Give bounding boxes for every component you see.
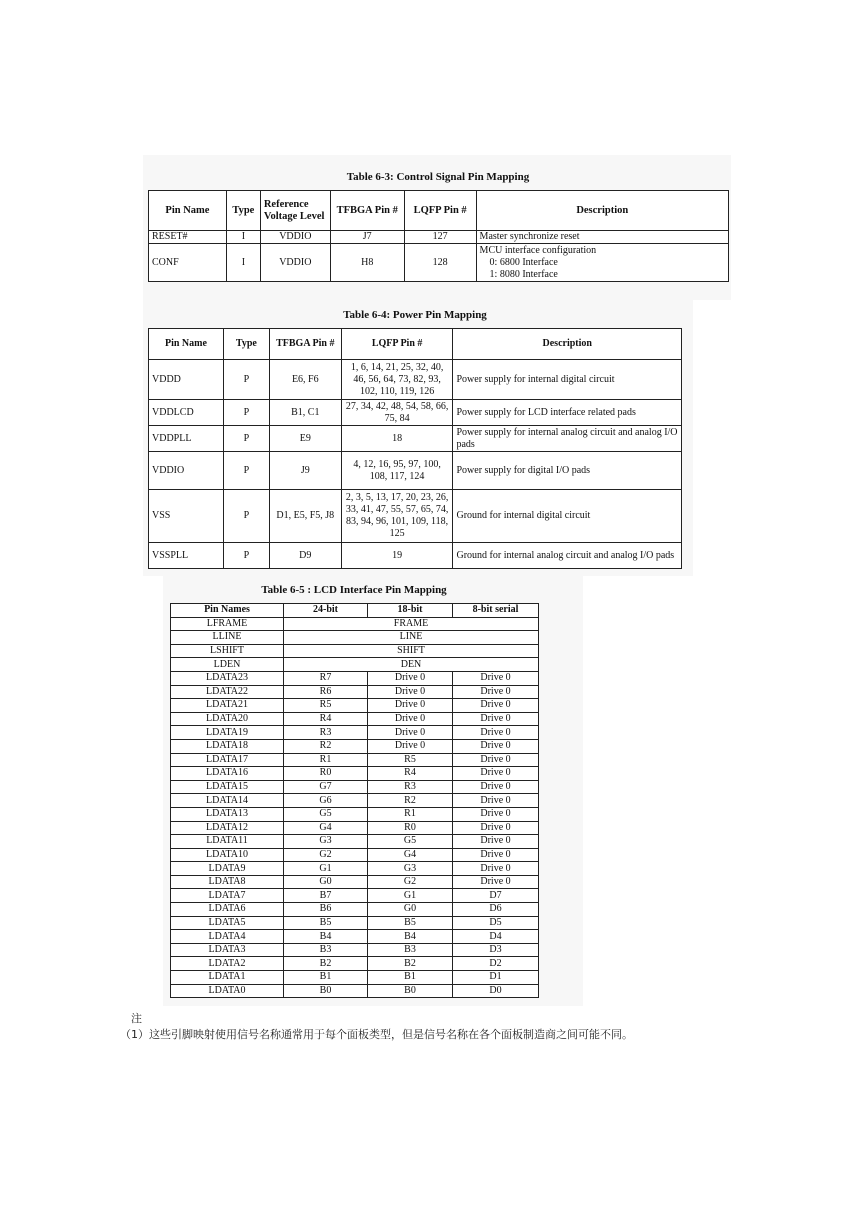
t5-header-8bit-serial: 8-bit serial bbox=[453, 604, 539, 618]
t4-cell: Ground for internal digital circuit bbox=[453, 490, 682, 543]
t5-18bit: B2 bbox=[368, 957, 453, 971]
t5-pin-name: LDATA4 bbox=[171, 930, 284, 944]
t4-cell: E6, F6 bbox=[269, 360, 341, 400]
t4-cell: 1, 6, 14, 21, 25, 32, 40, 46, 56, 64, 73, 82, 93, 102, 110, 119, 126 bbox=[341, 360, 453, 400]
t5-24bit: G0 bbox=[284, 875, 368, 889]
table-row bbox=[149, 426, 682, 452]
t5-8bit-serial: Drive 0 bbox=[453, 835, 539, 849]
t4-cell: D1, E5, F5, J8 bbox=[269, 490, 341, 543]
table5-caption: Table 6-5 : LCD Interface Pin Mapping bbox=[261, 584, 447, 596]
t5-pin-name: LDATA17 bbox=[171, 753, 284, 767]
t5-8bit-serial: Drive 0 bbox=[453, 780, 539, 794]
t4-cell: P bbox=[223, 490, 269, 543]
t5-24bit: R5 bbox=[284, 699, 368, 713]
t4-cell: VDDD bbox=[149, 360, 224, 400]
t5-8bit-serial: Drive 0 bbox=[453, 821, 539, 835]
t4-cell: Power supply for internal digital circuit bbox=[453, 360, 682, 400]
t4-cell: 2, 3, 5, 13, 17, 20, 23, 26, 33, 41, 47, 55, 57, 65, 74, 83, 94, 96, 101, 109, 118, 125 bbox=[341, 490, 453, 543]
t5-24bit: R6 bbox=[284, 685, 368, 699]
t5-24bit: R7 bbox=[284, 671, 368, 685]
table-row bbox=[171, 658, 539, 672]
t3-cell: VDDIO bbox=[260, 244, 330, 282]
t5-18bit: G0 bbox=[368, 903, 453, 917]
t5-pin-name: LSHIFT bbox=[171, 644, 284, 658]
t5-24bit: G4 bbox=[284, 821, 368, 835]
t4-cell: J9 bbox=[269, 452, 341, 490]
table-row bbox=[171, 916, 539, 930]
t3-header-type: Type bbox=[226, 191, 260, 231]
t5-8bit-serial: Drive 0 bbox=[453, 807, 539, 821]
t4-cell: VSSPLL bbox=[149, 543, 224, 569]
t3-header-description: Description bbox=[476, 191, 728, 231]
t5-8bit-serial: D1 bbox=[453, 971, 539, 985]
t3-header-tfbga: TFBGA Pin # bbox=[330, 191, 404, 231]
t5-span-rows bbox=[171, 617, 539, 671]
table-row bbox=[171, 889, 539, 903]
t3-header-pin-name: Pin Name bbox=[149, 191, 227, 231]
t5-18bit: Drive 0 bbox=[368, 671, 453, 685]
t4-cell: VDDIO bbox=[149, 452, 224, 490]
t5-18bit: B3 bbox=[368, 943, 453, 957]
t5-24bit: G6 bbox=[284, 794, 368, 808]
t5-8bit-serial: Drive 0 bbox=[453, 848, 539, 862]
table-row bbox=[171, 699, 539, 713]
t4-cell: Ground for internal analog circuit and analog I/O pads bbox=[453, 543, 682, 569]
t4-cell: Power supply for LCD interface related pads bbox=[453, 400, 682, 426]
t5-pin-name: LDATA11 bbox=[171, 835, 284, 849]
note-title: 注 bbox=[131, 1012, 142, 1025]
t5-pin-name: LDATA1 bbox=[171, 971, 284, 985]
table-row bbox=[149, 543, 682, 569]
t4-cell: Power supply for internal analog circuit and analog I/O pads bbox=[453, 426, 682, 452]
t5-pin-name: LDATA22 bbox=[171, 685, 284, 699]
table-row bbox=[171, 712, 539, 726]
table-row bbox=[171, 821, 539, 835]
t4-cell: P bbox=[223, 452, 269, 490]
t5-24bit: B1 bbox=[284, 971, 368, 985]
t5-24bit: G5 bbox=[284, 807, 368, 821]
t4-cell: E9 bbox=[269, 426, 341, 452]
table-row bbox=[171, 807, 539, 821]
t5-8bit-serial: D7 bbox=[453, 889, 539, 903]
t5-pin-name: LDATA16 bbox=[171, 767, 284, 781]
t5-18bit: Drive 0 bbox=[368, 699, 453, 713]
t5-data-rows bbox=[171, 671, 539, 997]
t3-cell: VDDIO bbox=[260, 231, 330, 244]
t5-8bit-serial: Drive 0 bbox=[453, 767, 539, 781]
t5-8bit-serial: Drive 0 bbox=[453, 753, 539, 767]
table-row bbox=[149, 244, 729, 282]
table-row bbox=[171, 780, 539, 794]
t5-signal-span: SHIFT bbox=[284, 644, 539, 658]
table-row bbox=[171, 984, 539, 998]
t4-cell: VSS bbox=[149, 490, 224, 543]
table-row bbox=[149, 231, 729, 244]
t3-cell: Master synchronize reset bbox=[476, 231, 728, 244]
table-row bbox=[171, 862, 539, 876]
t4-cell: VDDPLL bbox=[149, 426, 224, 452]
t3-desc-line: 1: 8080 Interface bbox=[489, 268, 558, 280]
t5-8bit-serial: Drive 0 bbox=[453, 699, 539, 713]
t5-18bit: B0 bbox=[368, 984, 453, 998]
t5-pin-name: LDATA9 bbox=[171, 862, 284, 876]
t5-pin-name: LDATA10 bbox=[171, 848, 284, 862]
power-pin-table bbox=[148, 328, 682, 569]
t3-cell: J7 bbox=[330, 231, 404, 244]
t3-cell: I bbox=[226, 231, 260, 244]
t5-8bit-serial: Drive 0 bbox=[453, 712, 539, 726]
t4-cell: P bbox=[223, 543, 269, 569]
t5-24bit: B4 bbox=[284, 930, 368, 944]
t5-header-18bit: 18-bit bbox=[368, 604, 453, 618]
table-row bbox=[149, 360, 682, 400]
t5-18bit: R0 bbox=[368, 821, 453, 835]
control-signal-table bbox=[148, 190, 729, 282]
t5-18bit: B1 bbox=[368, 971, 453, 985]
t5-24bit: G1 bbox=[284, 862, 368, 876]
t5-18bit: R3 bbox=[368, 780, 453, 794]
table-row bbox=[171, 685, 539, 699]
table-row bbox=[171, 848, 539, 862]
table-row bbox=[171, 875, 539, 889]
note-text: （1）这些引脚映射使用信号名称通常用于每个面板类型，但是信号名称在各个面板制造商之间可能不同。 bbox=[120, 1028, 633, 1041]
lcd-interface-table bbox=[170, 603, 539, 998]
table-row bbox=[171, 794, 539, 808]
t5-24bit: B3 bbox=[284, 943, 368, 957]
t5-24bit: R3 bbox=[284, 726, 368, 740]
t5-24bit: B2 bbox=[284, 957, 368, 971]
t5-24bit: B6 bbox=[284, 903, 368, 917]
t5-24bit: B0 bbox=[284, 984, 368, 998]
t5-pin-name: LDATA21 bbox=[171, 699, 284, 713]
t5-18bit: Drive 0 bbox=[368, 712, 453, 726]
t5-header-pin-names: Pin Names bbox=[171, 604, 284, 618]
t4-cell: P bbox=[223, 400, 269, 426]
t5-pin-name: LLINE bbox=[171, 631, 284, 645]
t5-18bit: G1 bbox=[368, 889, 453, 903]
t4-header-pin-name: Pin Name bbox=[149, 329, 224, 360]
t5-pin-name: LDATA6 bbox=[171, 903, 284, 917]
t4-cell: B1, C1 bbox=[269, 400, 341, 426]
t5-24bit: G2 bbox=[284, 848, 368, 862]
t4-header-type: Type bbox=[223, 329, 269, 360]
table-row bbox=[149, 490, 682, 543]
t5-24bit: R0 bbox=[284, 767, 368, 781]
t5-18bit: G5 bbox=[368, 835, 453, 849]
t5-8bit-serial: Drive 0 bbox=[453, 862, 539, 876]
t4-cell: D9 bbox=[269, 543, 341, 569]
t4-cell: Power supply for digital I/O pads bbox=[453, 452, 682, 490]
t5-pin-name: LFRAME bbox=[171, 617, 284, 631]
t3-cell: H8 bbox=[330, 244, 404, 282]
t4-cell: P bbox=[223, 360, 269, 400]
t5-pin-name: LDATA15 bbox=[171, 780, 284, 794]
table-row bbox=[149, 452, 682, 490]
t5-18bit: R5 bbox=[368, 753, 453, 767]
table-row bbox=[171, 930, 539, 944]
table-row bbox=[171, 671, 539, 685]
t5-signal-span: FRAME bbox=[284, 617, 539, 631]
t5-18bit: B4 bbox=[368, 930, 453, 944]
t5-pin-name: LDATA8 bbox=[171, 875, 284, 889]
table-row bbox=[171, 767, 539, 781]
t5-pin-name: LDATA0 bbox=[171, 984, 284, 998]
t4-cell: 27, 34, 42, 48, 54, 58, 66, 75, 84 bbox=[341, 400, 453, 426]
t5-8bit-serial: D0 bbox=[453, 984, 539, 998]
t5-pin-name: LDATA7 bbox=[171, 889, 284, 903]
t4-cell: VDDLCD bbox=[149, 400, 224, 426]
t4-cell: P bbox=[223, 426, 269, 452]
t5-18bit: Drive 0 bbox=[368, 739, 453, 753]
t5-pin-name: LDATA20 bbox=[171, 712, 284, 726]
t4-header-description: Description bbox=[453, 329, 682, 360]
table-row bbox=[171, 971, 539, 985]
t4-cell: 18 bbox=[341, 426, 453, 452]
t4-header-tfbga: TFBGA Pin # bbox=[269, 329, 341, 360]
t3-cell: CONF bbox=[149, 244, 227, 282]
table4-caption: Table 6-4: Power Pin Mapping bbox=[343, 309, 487, 321]
table3-caption: Table 6-3: Control Signal Pin Mapping bbox=[346, 171, 530, 183]
t5-8bit-serial: D2 bbox=[453, 957, 539, 971]
t4-header-lqfp: LQFP Pin # bbox=[341, 329, 453, 360]
table-row bbox=[171, 957, 539, 971]
t5-18bit: G4 bbox=[368, 848, 453, 862]
t5-8bit-serial: Drive 0 bbox=[453, 875, 539, 889]
t5-24bit: G3 bbox=[284, 835, 368, 849]
t5-8bit-serial: D6 bbox=[453, 903, 539, 917]
t3-desc-line: MCU interface configuration bbox=[479, 244, 597, 256]
t5-pin-name: LDATA19 bbox=[171, 726, 284, 740]
t5-pin-name: LDATA18 bbox=[171, 739, 284, 753]
t3-desc-line: 0: 6800 Interface bbox=[489, 256, 558, 268]
t5-24bit: R1 bbox=[284, 753, 368, 767]
t5-18bit: G3 bbox=[368, 862, 453, 876]
t5-pin-name: LDATA14 bbox=[171, 794, 284, 808]
t5-signal-span: DEN bbox=[284, 658, 539, 672]
t5-pin-name: LDATA12 bbox=[171, 821, 284, 835]
t5-18bit: Drive 0 bbox=[368, 685, 453, 699]
t5-pin-name: LDATA13 bbox=[171, 807, 284, 821]
t5-18bit: Drive 0 bbox=[368, 726, 453, 740]
t5-24bit: B7 bbox=[284, 889, 368, 903]
t5-24bit: B5 bbox=[284, 916, 368, 930]
table-row bbox=[171, 943, 539, 957]
t3-cell: RESET# bbox=[149, 231, 227, 244]
t5-18bit: R1 bbox=[368, 807, 453, 821]
table-row bbox=[171, 739, 539, 753]
t5-8bit-serial: D4 bbox=[453, 930, 539, 944]
t5-8bit-serial: Drive 0 bbox=[453, 685, 539, 699]
t5-18bit: R2 bbox=[368, 794, 453, 808]
t3-cell: 127 bbox=[404, 231, 476, 244]
table-row bbox=[171, 631, 539, 645]
t5-24bit: G7 bbox=[284, 780, 368, 794]
t5-18bit: R4 bbox=[368, 767, 453, 781]
table-row bbox=[149, 400, 682, 426]
t5-pin-name: LDATA3 bbox=[171, 943, 284, 957]
t5-signal-span: LINE bbox=[284, 631, 539, 645]
t5-8bit-serial: Drive 0 bbox=[453, 671, 539, 685]
t3-header-lqfp: LQFP Pin # bbox=[404, 191, 476, 231]
t5-24bit: R4 bbox=[284, 712, 368, 726]
t5-pin-name: LDATA2 bbox=[171, 957, 284, 971]
table-row bbox=[171, 903, 539, 917]
t3-header-ref-voltage: Reference Voltage Level bbox=[260, 191, 330, 231]
t5-8bit-serial: D5 bbox=[453, 916, 539, 930]
t5-pin-name: LDEN bbox=[171, 658, 284, 672]
table-row bbox=[171, 644, 539, 658]
t5-8bit-serial: D3 bbox=[453, 943, 539, 957]
t4-cell: 19 bbox=[341, 543, 453, 569]
t5-8bit-serial: Drive 0 bbox=[453, 739, 539, 753]
t4-cell: 4, 12, 16, 95, 97, 100, 108, 117, 124 bbox=[341, 452, 453, 490]
t3-cell: 128 bbox=[404, 244, 476, 282]
t5-8bit-serial: Drive 0 bbox=[453, 794, 539, 808]
t3-cell: I bbox=[226, 244, 260, 282]
t5-18bit: G2 bbox=[368, 875, 453, 889]
table-row bbox=[171, 835, 539, 849]
t5-pin-name: LDATA23 bbox=[171, 671, 284, 685]
table-row bbox=[171, 726, 539, 740]
t5-header-24bit: 24-bit bbox=[284, 604, 368, 618]
table-row bbox=[171, 617, 539, 631]
t5-pin-name: LDATA5 bbox=[171, 916, 284, 930]
t5-24bit: R2 bbox=[284, 739, 368, 753]
table-row bbox=[171, 753, 539, 767]
t3-cell bbox=[476, 244, 728, 282]
t5-8bit-serial: Drive 0 bbox=[453, 726, 539, 740]
t5-18bit: B5 bbox=[368, 916, 453, 930]
